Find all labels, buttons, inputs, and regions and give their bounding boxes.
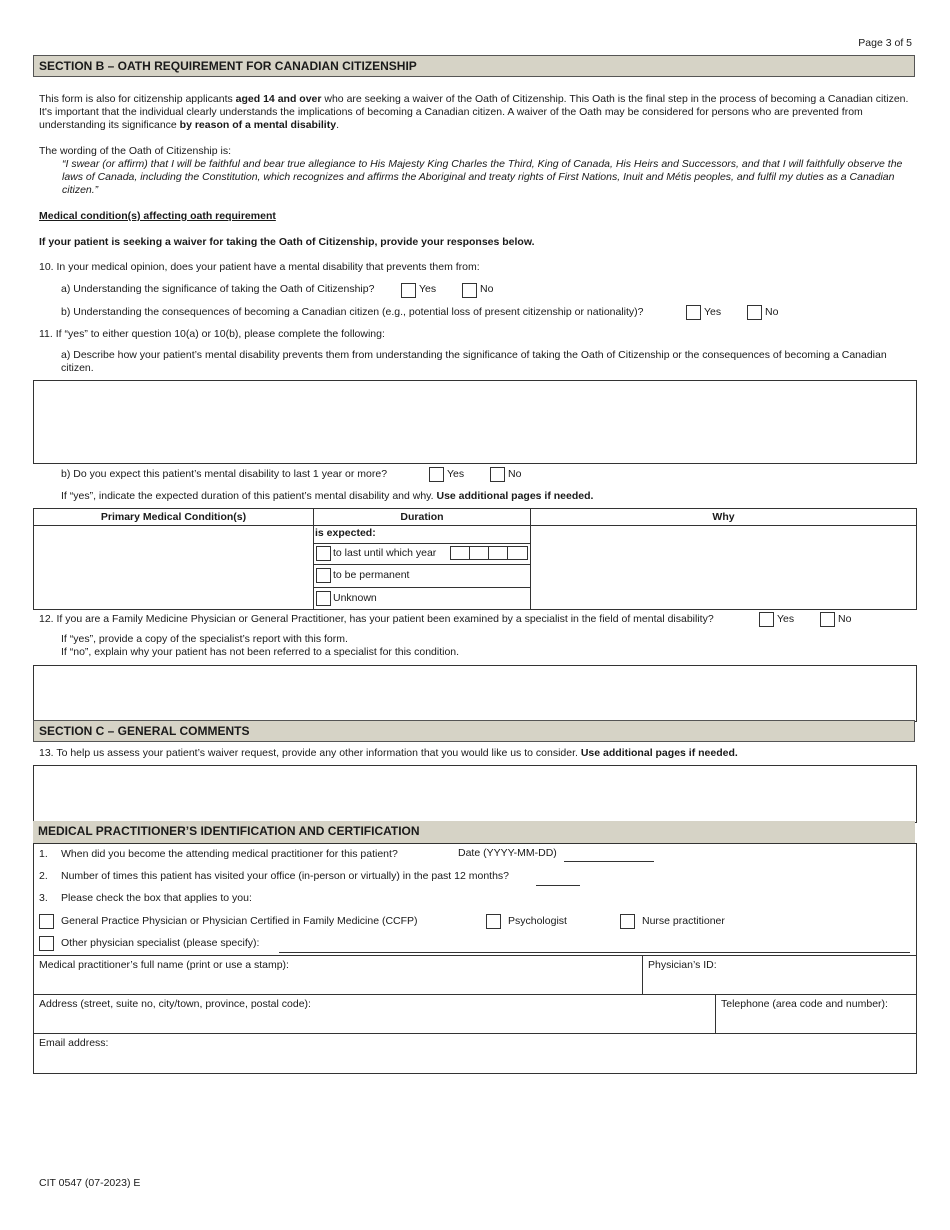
unknown-checkbox[interactable] <box>316 591 331 606</box>
divider <box>314 587 530 588</box>
visits-input[interactable] <box>536 873 580 886</box>
question-10b: b) Understanding the consequences of becoming a Canadian citizen (e.g., potential loss of present citizenship or nationality)? <box>61 306 644 318</box>
q10a-no-label: No <box>480 283 494 295</box>
q10a-yes-label: Yes <box>419 283 437 295</box>
question-12: 12. If you are a Family Medicine Physician or General Practitioner, has your patient been examined by a specialist in the field of mental disability? <box>39 613 714 625</box>
page-number: Page 3 of 5 <box>858 37 912 49</box>
cert-q3-number: 3. <box>39 892 48 904</box>
medical-heading: Medical condition(s) affecting oath requirement <box>39 210 276 222</box>
date-input[interactable] <box>564 849 654 862</box>
q12-yes-label: Yes <box>777 613 795 625</box>
psychologist-checkbox[interactable] <box>486 914 501 929</box>
q11b-yes-checkbox[interactable] <box>429 467 444 482</box>
question-11a: a) Describe how your patient’s mental disability prevents them from understanding the significance of taking the Oath of Citizenship or the consequences of becoming a Canadian citizen. <box>61 349 887 374</box>
other-specialist-input[interactable] <box>279 940 910 953</box>
q10b-yes-checkbox[interactable] <box>686 305 701 320</box>
date-label: Date (YYYY-MM-DD) <box>458 847 557 859</box>
gp-label: General Practice Physician or Physician Certified in Family Medicine (CCFP) <box>61 915 418 927</box>
other-specialist-checkbox[interactable] <box>39 936 54 951</box>
oath-text: “I swear (or affirm) that I will be faithful and bear true allegiance to His Majesty King Charles the Third, King of Canada, His Heirs and Successors, and that I will faithfully observe the laws of Canada, including the Constitution, which recognizes and affirms the Aboriginal and treaty rights of First Nations, Inuit and Métis peoples, and fulfil my duties as a Canadian citizen.” <box>62 158 903 196</box>
q10b-no-checkbox[interactable] <box>747 305 762 320</box>
divider <box>314 564 530 565</box>
q11a-answer-field[interactable] <box>33 380 917 464</box>
divider <box>488 547 489 559</box>
q10b-no-label: No <box>765 306 779 318</box>
q11b-yes-label: Yes <box>447 468 465 480</box>
section-c-title: SECTION C – GENERAL COMMENTS <box>33 720 915 742</box>
q12-answer-field[interactable] <box>33 665 917 722</box>
divider <box>314 543 530 544</box>
cert-q1-number: 1. <box>39 848 48 860</box>
permanent-checkbox[interactable] <box>316 568 331 583</box>
permanent-label: to be permanent <box>333 569 410 581</box>
question-10a: a) Understanding the significance of taking the Oath of Citizenship? <box>61 283 375 295</box>
table-header-duration: Duration <box>313 508 531 526</box>
gp-checkbox[interactable] <box>39 914 54 929</box>
q10a-no-checkbox[interactable] <box>462 283 477 298</box>
q12-no-note: If “no”, explain why your patient has not been referred to a specialist for this condition. <box>61 646 460 658</box>
q12-yes-note: If “yes”, provide a copy of the specialist’s report with this form. <box>61 633 348 645</box>
q12-yes-checkbox[interactable] <box>759 612 774 627</box>
question-11b: b) Do you expect this patient’s mental disability to last 1 year or more? <box>61 468 388 480</box>
full-name-label: Medical practitioner’s full name (print or use a stamp): <box>39 959 289 971</box>
intro-paragraph: This form is also for citizenship applicants aged 14 and over who are seeking a waiver of the Oath of Citizenship. This Oath is the final step in the process of becoming a Canadian citizen. It's important that the individual clearly understands the implications of becoming a Canadian citizen. A waiver of the Oath may be considered for persons who are prevented from understanding its significance by reason of a mental disability. <box>39 93 909 131</box>
full-name-field[interactable] <box>33 955 643 995</box>
q10b-yes-label: Yes <box>704 306 722 318</box>
cert-q1: When did you become the attending medical practitioner for this patient? <box>61 848 398 860</box>
q10a-yes-checkbox[interactable] <box>401 283 416 298</box>
q12-no-label: No <box>838 613 852 625</box>
is-expected-label: is expected: <box>315 527 376 539</box>
q13-answer-field[interactable] <box>33 765 917 823</box>
q12-no-checkbox[interactable] <box>820 612 835 627</box>
divider <box>507 547 508 559</box>
condition-field[interactable] <box>33 525 314 610</box>
table-header-condition: Primary Medical Condition(s) <box>33 508 314 526</box>
telephone-field[interactable] <box>715 994 917 1034</box>
table-header-why: Why <box>530 508 917 526</box>
physician-id-label: Physician’s ID: <box>648 959 717 971</box>
section-b-title: SECTION B – OATH REQUIREMENT FOR CANADIAN CITIZENSHIP <box>33 55 915 77</box>
oath-wording-label: The wording of the Oath of Citizenship is: <box>39 145 232 157</box>
address-label: Address (street, suite no, city/town, province, postal code): <box>39 998 311 1010</box>
question-11: 11. If “yes” to either question 10(a) or 10(b), please complete the following: <box>39 328 385 340</box>
why-field[interactable] <box>530 525 917 610</box>
cert-q2: Number of times this patient has visited your office (in-person or virtually) in the past 12 months? <box>61 870 510 882</box>
nurse-practitioner-label: Nurse practitioner <box>642 915 725 927</box>
duration-cell <box>313 525 531 610</box>
psychologist-label: Psychologist <box>508 915 567 927</box>
unknown-label: Unknown <box>333 592 377 604</box>
form-code-footer: CIT 0547 (07-2023) E <box>39 1177 141 1189</box>
physician-id-field[interactable] <box>642 955 917 995</box>
cert-q3: Please check the box that applies to you: <box>61 892 252 904</box>
question-13: 13. To help us assess your patient’s waiver request, provide any other information that you would like us to consider. Use additional pages if needed. <box>39 747 738 759</box>
other-specialist-label: Other physician specialist (please specify): <box>61 937 260 949</box>
instruction: If your patient is seeking a waiver for taking the Oath of Citizenship, provide your responses below. <box>39 236 535 248</box>
cert-q2-number: 2. <box>39 870 48 882</box>
address-field[interactable] <box>33 994 716 1034</box>
q11b-note: If “yes”, indicate the expected duration of this patient’s mental disability and why. Use additional pages if needed. <box>61 490 594 502</box>
q11b-no-label: No <box>508 468 522 480</box>
email-label: Email address: <box>39 1037 109 1049</box>
year-input[interactable] <box>450 546 528 560</box>
email-field[interactable] <box>33 1033 917 1074</box>
question-10: 10. In your medical opinion, does your patient have a mental disability that prevents them from: <box>39 261 480 273</box>
last-until-year-checkbox[interactable] <box>316 546 331 561</box>
last-until-year-label: to last until which year <box>333 547 437 559</box>
telephone-label: Telephone (area code and number): <box>721 998 888 1010</box>
q11b-no-checkbox[interactable] <box>490 467 505 482</box>
nurse-practitioner-checkbox[interactable] <box>620 914 635 929</box>
divider <box>469 547 470 559</box>
certification-title: MEDICAL PRACTITIONER’S IDENTIFICATION AND CERTIFICATION <box>33 821 915 843</box>
